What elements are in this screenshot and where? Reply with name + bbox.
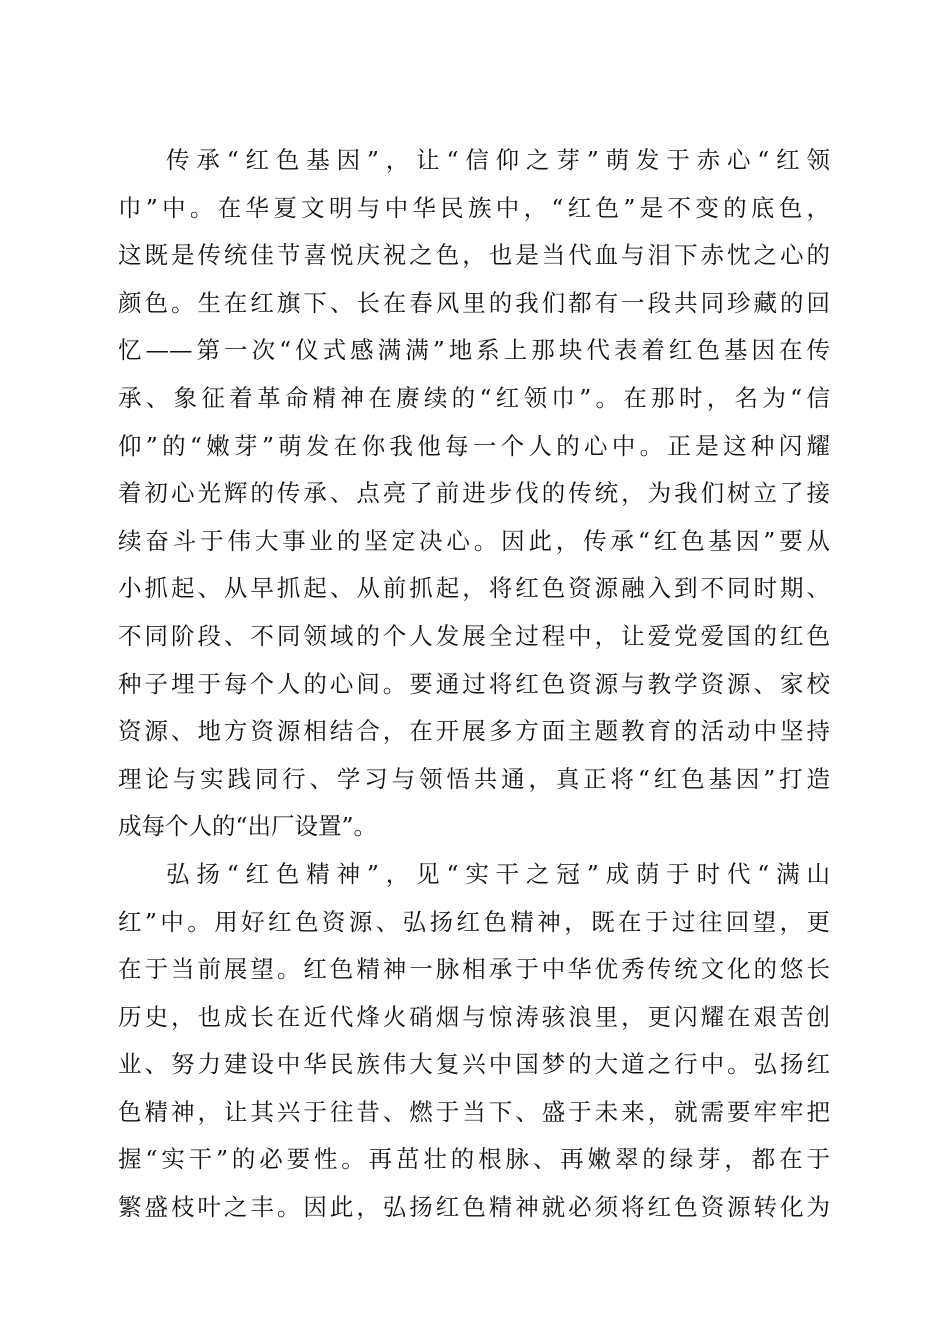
text-line: 历史，也成长在近代烽火硝烟与惊涛骇浪里，更闪耀在艰苦创 — [118, 1002, 830, 1031]
text-line: 续奋斗于伟大事业的坚定决心。因此，传承“红色基因”要从 — [118, 526, 830, 555]
text-line: 色精神，让其兴于往昔、燃于当下、盛于未来，就需要牢牢把 — [118, 1097, 830, 1126]
text-line: 成每个人的“出厂设置”。 — [118, 812, 378, 841]
paragraph-red-spirit — [118, 851, 830, 1232]
text-line: 忆——第一次“仪式感满满”地系上那块代表着红色基因在传 — [118, 336, 830, 365]
text-line: 传承“红色基因”，让“信仰之芽”萌发于赤心“红领 — [166, 146, 830, 174]
text-line: 红”中。用好红色资源、弘扬红色精神，既在于过往回望，更 — [118, 907, 830, 936]
text-line: 颜色。生在红旗下、长在春风里的我们都有一段共同珍藏的回 — [118, 288, 830, 317]
text-line: 小抓起、从早抓起、从前抓起，将红色资源融入到不同时期、 — [118, 574, 830, 603]
text-line: 仰”的“嫩芽”萌发在你我他每一个人的心中。正是这种闪耀 — [118, 431, 830, 460]
text-line: 握“实干”的必要性。再茁壮的根脉、再嫩翠的绿芽，都在于 — [118, 1145, 830, 1174]
text-line: 在于当前展望。红色精神一脉相承于中华优秀传统文化的悠长 — [118, 955, 830, 984]
text-line: 业、努力建设中华民族伟大复兴中国梦的大道之行中。弘扬红 — [118, 1050, 830, 1079]
text-line: 种子埋于每个人的心间。要通过将红色资源与教学资源、家校 — [118, 669, 830, 698]
text-line: 巾”中。在华夏文明与中华民族中，“红色”是不变的底色， — [118, 193, 830, 222]
text-line: 着初心光辉的传承、点亮了前进步伐的传统，为我们树立了接 — [118, 479, 830, 508]
text-line: 繁盛枝叶之丰。因此，弘扬红色精神就必须将红色资源转化为 — [118, 1193, 830, 1222]
text-line: 承、象征着革命精神在赓续的“红领巾”。在那时，名为“信 — [118, 383, 830, 412]
paragraph-red-gene — [118, 137, 830, 851]
text-line: 弘扬“红色精神”，见“实干之冠”成荫于时代“满山 — [166, 859, 830, 888]
document-body — [118, 137, 830, 1232]
text-line: 理论与实践同行、学习与领悟共通，真正将“红色基因”打造 — [118, 764, 830, 793]
text-line: 资源、地方资源相结合，在开展多方面主题教育的活动中坚持 — [118, 717, 830, 746]
text-line: 不同阶段、不同领域的个人发展全过程中，让爱党爱国的红色 — [118, 621, 830, 650]
text-line: 这既是传统佳节喜悦庆祝之色，也是当代血与泪下赤忱之心的 — [118, 241, 830, 270]
